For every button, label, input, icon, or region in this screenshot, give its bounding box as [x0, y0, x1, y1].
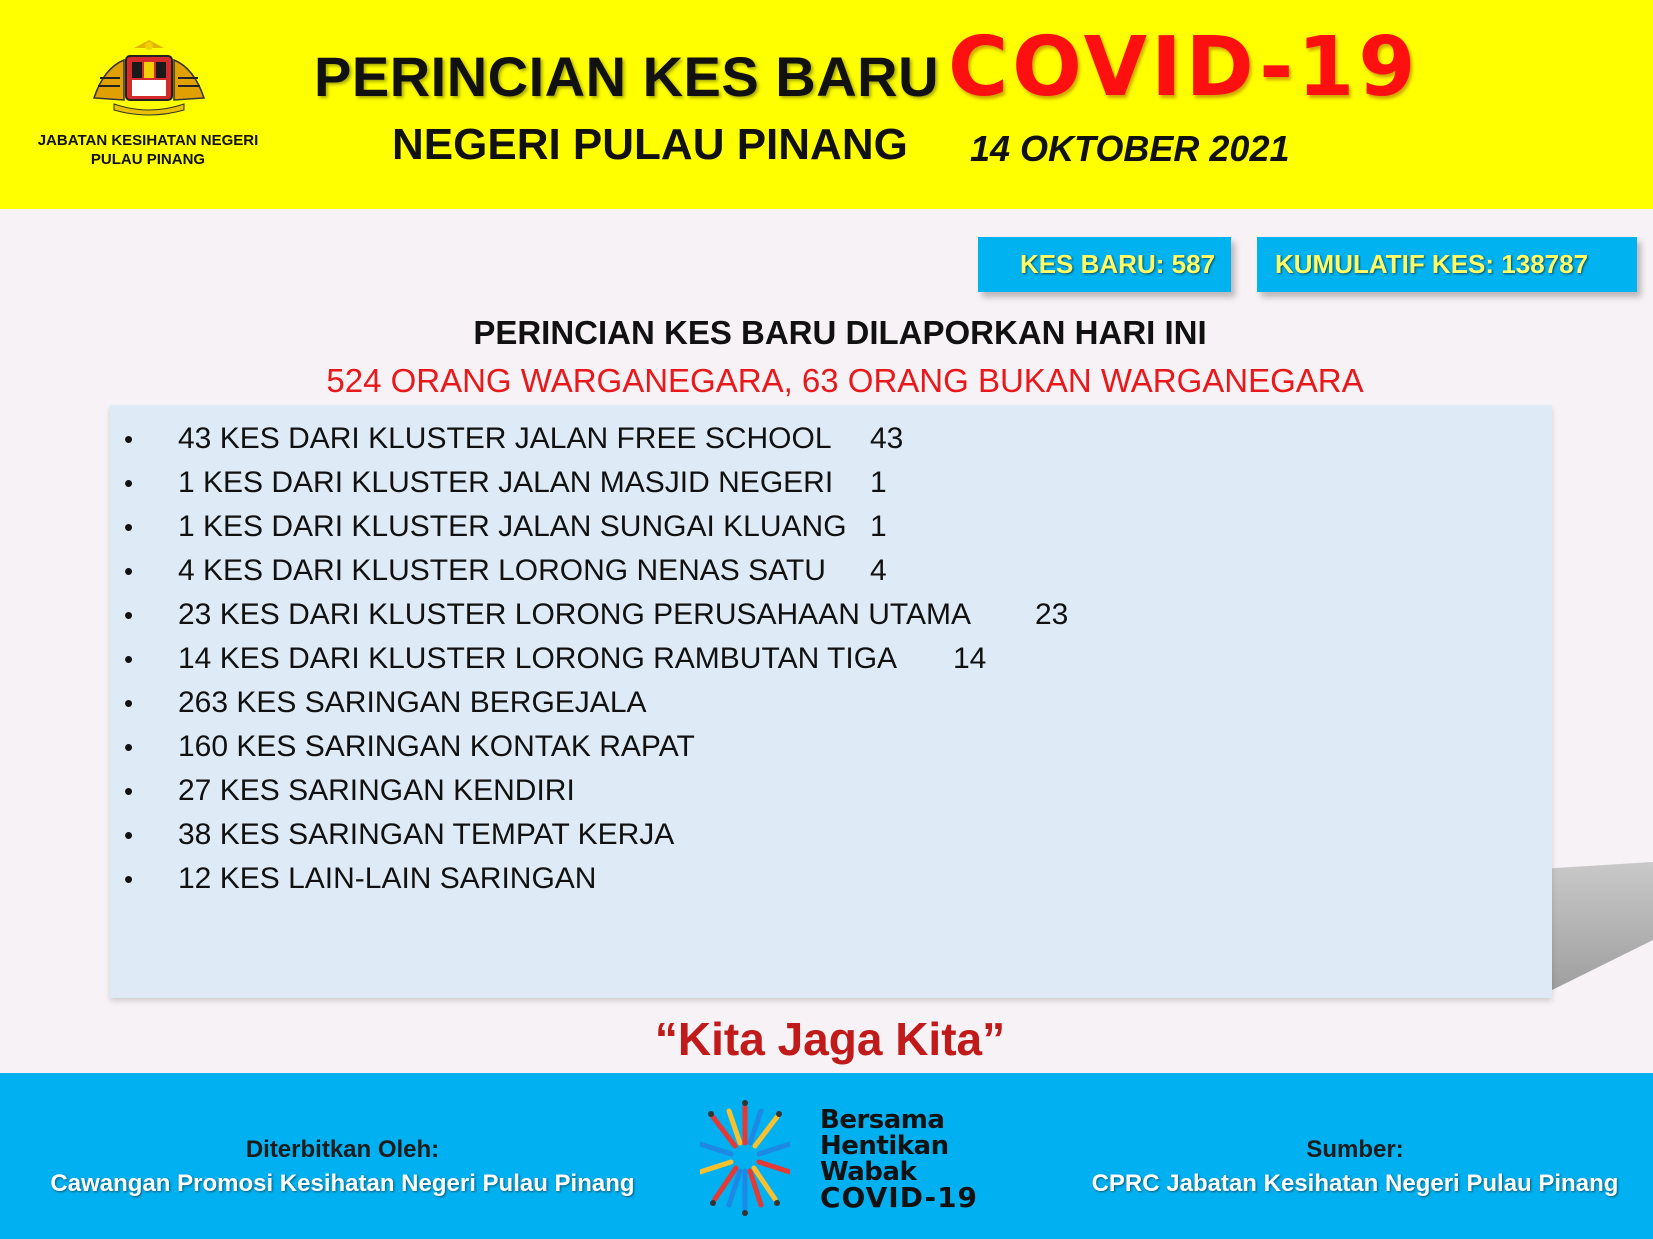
- bullet: •: [124, 556, 134, 586]
- report-date: 14 OKTOBER 2021: [970, 128, 1290, 169]
- campaign-burst-icon: [700, 1099, 790, 1219]
- list-item: [110, 593, 1552, 637]
- section-subtitle: 524 ORANG WARGANEGARA, 63 ORANG BUKAN WARGANEGARA: [326, 362, 1364, 399]
- list-item-count: 1: [870, 466, 887, 499]
- department-line-1: JABATAN KESIHATAN NEGERI: [37, 132, 259, 149]
- list-item: [110, 637, 1552, 681]
- slogan: “Kita Jaga Kita”: [654, 1013, 1006, 1065]
- bullet: •: [124, 732, 134, 762]
- list-item-count: 43: [870, 422, 904, 455]
- source-label: Sumber:: [1306, 1136, 1404, 1163]
- list-item-count: 1: [870, 510, 887, 543]
- header-banner: [0, 0, 1653, 209]
- list-item: [110, 769, 1552, 813]
- list-item-text: 43 KES DARI KLUSTER JALAN FREE SCHOOL: [178, 422, 832, 455]
- source-name: CPRC Jabatan Kesihatan Negeri Pulau Pinang: [1091, 1170, 1619, 1197]
- list-item-text: 160 KES SARINGAN KONTAK RAPAT: [178, 730, 695, 763]
- list-item: [110, 417, 1552, 461]
- department-line-2: PULAU PINANG: [90, 151, 206, 168]
- list-item: [110, 461, 1552, 505]
- list-item-text: 38 KES SARINGAN TEMPAT KERJA: [178, 818, 675, 851]
- list-item-count: 4: [870, 554, 887, 587]
- publisher-block: [40, 1133, 645, 1201]
- campaign-line-1: Bersama: [820, 1105, 945, 1135]
- list-item-text: 1 KES DARI KLUSTER JALAN SUNGAI KLUANG: [178, 510, 847, 543]
- footer-banner: [0, 1073, 1653, 1239]
- section-title: PERINCIAN KES BARU DILAPORKAN HARI INI: [473, 314, 1207, 351]
- list-item-text: 12 KES LAIN-LAIN SARINGAN: [178, 862, 597, 895]
- list-item: [110, 505, 1552, 549]
- list-item-count: 23: [1035, 598, 1069, 631]
- list-item: [110, 681, 1552, 725]
- covid-title: COVID-19: [948, 20, 1420, 115]
- case-details-panel: [110, 405, 1552, 998]
- coat-of-arms-icon: [84, 38, 214, 120]
- list-item: [110, 725, 1552, 769]
- bullet: •: [124, 688, 134, 718]
- page-title: PERINCIAN KES BARU: [314, 45, 940, 108]
- list-item: [110, 857, 1552, 901]
- bullet: •: [124, 468, 134, 498]
- bullet: •: [124, 864, 134, 894]
- list-item-text: 4 KES DARI KLUSTER LORONG NENAS SATU: [178, 554, 826, 587]
- list-item-text: 27 KES SARINGAN KENDIRI: [178, 774, 575, 807]
- list-item-text: 1 KES DARI KLUSTER JALAN MASJID NEGERI: [178, 466, 834, 499]
- bullet: •: [124, 512, 134, 542]
- new-cases-badge: KES BARU: 587: [978, 237, 1231, 292]
- list-item-text: 263 KES SARINGAN BERGEJALA: [178, 686, 647, 719]
- campaign-text: [820, 1105, 979, 1214]
- list-item: [110, 813, 1552, 857]
- publisher-label: Diterbitkan Oleh:: [245, 1136, 440, 1163]
- bullet: •: [124, 644, 134, 674]
- cumulative-cases-badge: KUMULATIF KES: 138787: [1257, 237, 1637, 292]
- list-item-text: 14 KES DARI KLUSTER LORONG RAMBUTAN TIGA: [178, 642, 898, 675]
- source-block: [1090, 1133, 1620, 1201]
- panel-shadow: [1548, 862, 1653, 992]
- list-item-text: 23 KES DARI KLUSTER LORONG PERUSAHAAN UTAMA: [178, 598, 971, 631]
- state-title: NEGERI PULAU PINANG: [392, 120, 908, 169]
- publisher-name: Cawangan Promosi Kesihatan Negeri Pulau Pinang: [50, 1170, 635, 1197]
- list-item: [110, 549, 1552, 593]
- bullet: •: [124, 600, 134, 630]
- campaign-line-2: Hentikan: [820, 1131, 949, 1161]
- list-item-count: 14: [953, 642, 987, 675]
- department-name: [20, 131, 276, 169]
- bullet: •: [124, 424, 134, 454]
- bullet: •: [124, 776, 134, 806]
- campaign-line-4: COVID-19: [820, 1181, 979, 1214]
- campaign-line-3: Wabak: [820, 1157, 917, 1187]
- bullet: •: [124, 820, 134, 850]
- case-list: [110, 417, 1552, 901]
